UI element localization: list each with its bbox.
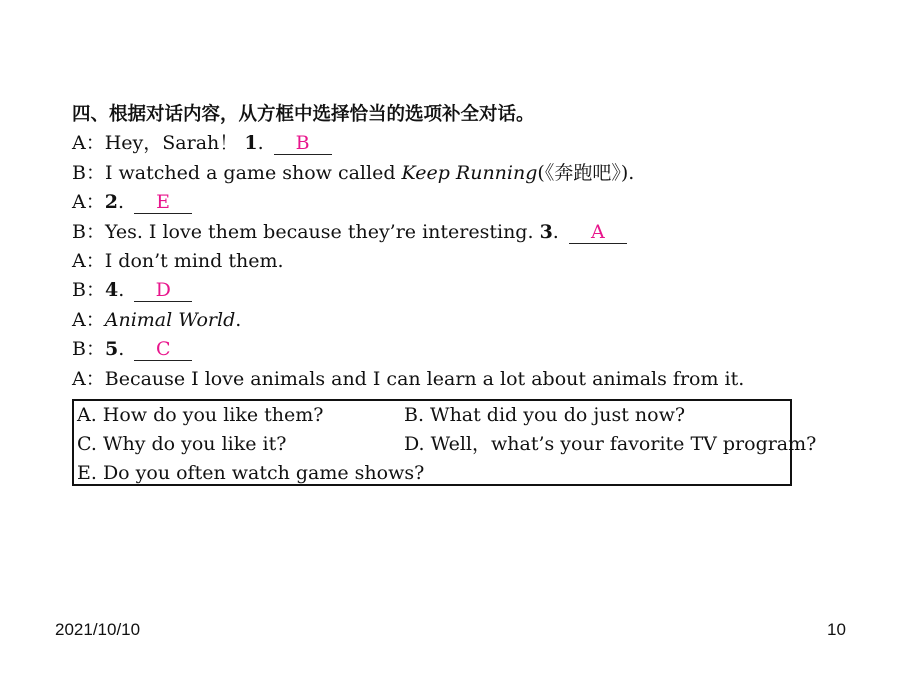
- dialogue-line-8: [72, 335, 812, 364]
- speaker-label: A：: [72, 249, 105, 272]
- dialogue-line-6: [72, 276, 812, 305]
- speaker-label: B：: [72, 338, 105, 361]
- dialogue-line-9: [72, 365, 812, 394]
- dialogue-text-tail: .: [235, 308, 242, 331]
- blank-dot: .: [552, 220, 559, 243]
- dialogue-line-1: [72, 129, 812, 158]
- answer-blank-2: [134, 191, 192, 214]
- answer-blank-5: [134, 338, 192, 361]
- dialogue-text: Because I love animals and I can learn a lot about animals from it.: [104, 367, 745, 390]
- show-title: Keep Running: [401, 161, 538, 184]
- blank-dot: .: [118, 279, 125, 302]
- blank-dot: .: [117, 191, 125, 214]
- answer-text: C: [156, 338, 171, 361]
- dialogue-text: Hey，Sarah！: [104, 132, 239, 155]
- footer-date: 2021/10/10: [55, 620, 141, 639]
- dialogue-text-tail: (《奔跑吧》).: [537, 161, 635, 184]
- page-number: 10: [827, 620, 846, 639]
- blank-dot: .: [257, 132, 264, 155]
- answer-text: D: [155, 279, 171, 302]
- option-b: B. What did you do just now?: [404, 404, 686, 426]
- dialogue-text: I don’t mind them.: [104, 249, 284, 272]
- show-title: Animal World: [104, 308, 236, 331]
- exercise-content: [72, 100, 812, 394]
- answer-text: B: [295, 132, 310, 155]
- option-d: D. Well，what’s your favorite TV program?: [404, 433, 817, 455]
- blank-dot: .: [118, 338, 125, 361]
- answer-text: E: [156, 191, 170, 214]
- exercise-heading: 四、根据对话内容，从方框中选择恰当的选项补全对话。: [72, 104, 535, 125]
- answer-blank-4: [134, 279, 192, 302]
- speaker-label: A：: [72, 191, 105, 214]
- blank-number: 3: [539, 220, 553, 243]
- options-row-3: [74, 459, 790, 488]
- dialogue-line-2: [72, 159, 812, 188]
- speaker-label: A：: [72, 367, 105, 390]
- option-a: A. How do you like them?: [77, 404, 324, 426]
- dialogue-line-7: [72, 306, 812, 335]
- answer-text: A: [591, 220, 605, 243]
- dialogue-line-5: [72, 247, 812, 276]
- speaker-label: A：: [72, 308, 105, 331]
- speaker-label: A：: [72, 132, 105, 155]
- answer-blank-3: [569, 221, 627, 244]
- blank-number: 1: [244, 132, 258, 155]
- speaker-label: B：: [72, 279, 105, 302]
- dialogue-text: I watched a game show called: [104, 161, 402, 184]
- dialogue-line-3: [72, 188, 812, 217]
- dialogue-line-4: [72, 218, 812, 247]
- option-e: E. Do you often watch game shows?: [77, 462, 425, 484]
- options-row-1: [74, 401, 790, 430]
- speaker-label: B：: [72, 220, 105, 243]
- option-c: C. Why do you like it?: [77, 433, 287, 455]
- blank-number: 2: [104, 191, 118, 214]
- dialogue-text: Yes. I love them because they’re interesting.: [104, 220, 540, 243]
- speaker-label: B：: [72, 161, 105, 184]
- options-box: [72, 399, 817, 486]
- answer-blank-1: [274, 132, 332, 155]
- options-row-2: [74, 430, 817, 459]
- blank-number: 4: [104, 279, 119, 302]
- blank-number: 5: [104, 338, 119, 361]
